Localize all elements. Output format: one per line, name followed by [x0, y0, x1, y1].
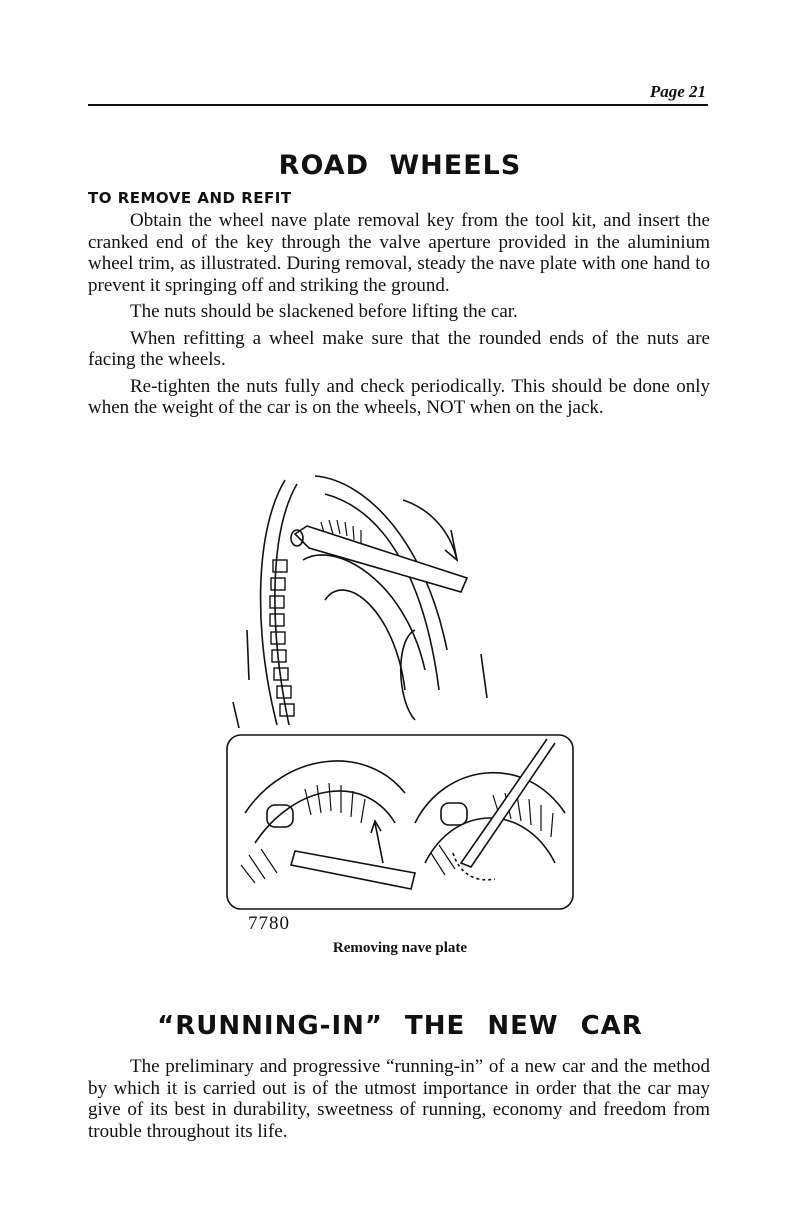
- paragraph: Obtain the wheel nave plate removal key from the tool kit, and insert the cranked end of the key through the valve aperture provided in the aluminium wheel trim, as illustrated. During removal, steady the nave plate with one hand to prevent it springing off and striking the ground.: [88, 210, 710, 296]
- paragraph: Re-tighten the nuts fully and check periodically. This should be done only when the weight of the car is on the wheels, NOT when on the jack.: [88, 375, 710, 418]
- detail-illustration: [225, 733, 577, 913]
- paragraph: The nuts should be slackened before lifting the car.: [130, 301, 518, 322]
- page-header: [88, 82, 708, 106]
- running-in-body: [88, 1056, 710, 1147]
- paragraph: The preliminary and progressive “running-in” of a new car and the method by which it is carried out is of the utmost importance in order that the car may give of its best in durability, sweetness of running, economy and freedom from trouble throughout its life.: [88, 1056, 710, 1142]
- subheading-remove-refit: TO REMOVE AND REFIT: [88, 189, 292, 207]
- paragraph: When refitting a wheel make sure that the rounded ends of the nuts are facing the wheels.: [88, 327, 710, 370]
- road-wheels-body: [88, 210, 710, 424]
- wheel-illustration: [225, 470, 495, 732]
- section-title-road-wheels: ROAD WHEELS: [278, 150, 522, 181]
- figure-number: 7780: [248, 913, 290, 934]
- figure-caption: Removing nave plate: [332, 940, 468, 956]
- section-title-running-in: “RUNNING-IN” THE NEW CAR: [157, 1011, 643, 1041]
- page-number: Page 21: [649, 82, 706, 101]
